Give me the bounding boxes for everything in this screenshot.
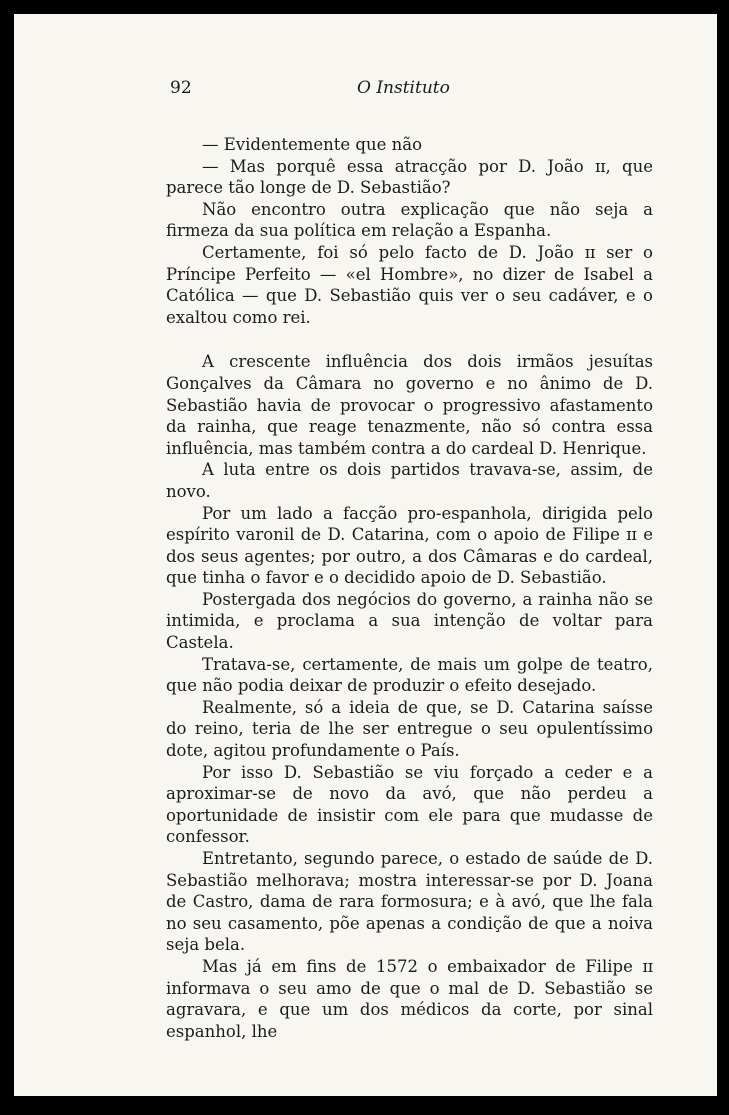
paragraph: — Mas porquê essa atracção por D. João ɪɪ, que parece tão longe de D. Sebastião? (166, 156, 653, 198)
paragraph: Por isso D. Sebastião se viu forçado a ceder e a aproximar-se de novo da avó, que não perdeu a oportunidade de insistir com ele para que mudasse de confessor. (166, 762, 653, 847)
paragraph: Por um lado a facção pro-espanhola, dirigida pelo espírito varonil de D. Catarina, com o apoio de Filipe ɪɪ e dos seus agentes; por outro, a dos Câmaras e do cardeal, que tinha o favor e o decidido apoio de D. Sebastião. (166, 503, 653, 588)
paragraph: Entretanto, segundo parece, o estado de saúde de D. Sebastião melhorava; mostra interessar-se por D. Joana de Castro, dama de rara formosura; e à avó, que lhe fala no seu casamento, põe apenas a condição de que a noiva seja bela. (166, 849, 653, 955)
page-number: 92 (170, 78, 192, 98)
paragraph: Mas já em fins de 1572 o embaixador de Filipe ɪɪ informava o seu amo de que o mal de D. Sebastião se agravara, e que um dos médicos da corte, por sinal espanhol, lhe (166, 956, 653, 1041)
paragraph: Postergada dos negócios do governo, a rainha não se intimida, e proclama a sua intenção de voltar para Castela. (166, 589, 653, 653)
paragraph: Certamente, foi só pelo facto de D. João ɪɪ ser o Príncipe Perfeito — «el Hombre», no dizer de Isabel a Católica — que D. Sebastião quis ver o seu cadáver, e o exaltou como rei. (166, 242, 653, 327)
paragraph: Não encontro outra explicação que não seja a firmeza da sua política em relação a Espanha. (166, 199, 653, 241)
paragraph: A luta entre os dois partidos travava-se, assim, de novo. (166, 460, 653, 501)
paragraph: — Evidentemente que não (202, 135, 423, 154)
paragraph: A crescente influência dos dois irmãos jesuítas Gonçalves da Câmara no governo e no ânimo de D. Sebastião havia de provocar o progressivo afastamento da rainha, que reage tenazmente, não só contra essa influência, mas também contra a do cardeal D. Henrique. (166, 352, 653, 458)
paragraph: Realmente, só a ideia de que, se D. Catarina saísse do reino, teria de lhe ser entregue o seu opulentíssimo dote, agitou profundamente o País. (166, 697, 653, 761)
book-page (14, 14, 717, 1096)
running-title: O Instituto (357, 78, 450, 98)
body-text (166, 134, 653, 1042)
paragraph: Tratava-se, certamente, de mais um golpe de teatro, que não podia deixar de produzir o efeito desejado. (166, 654, 653, 696)
